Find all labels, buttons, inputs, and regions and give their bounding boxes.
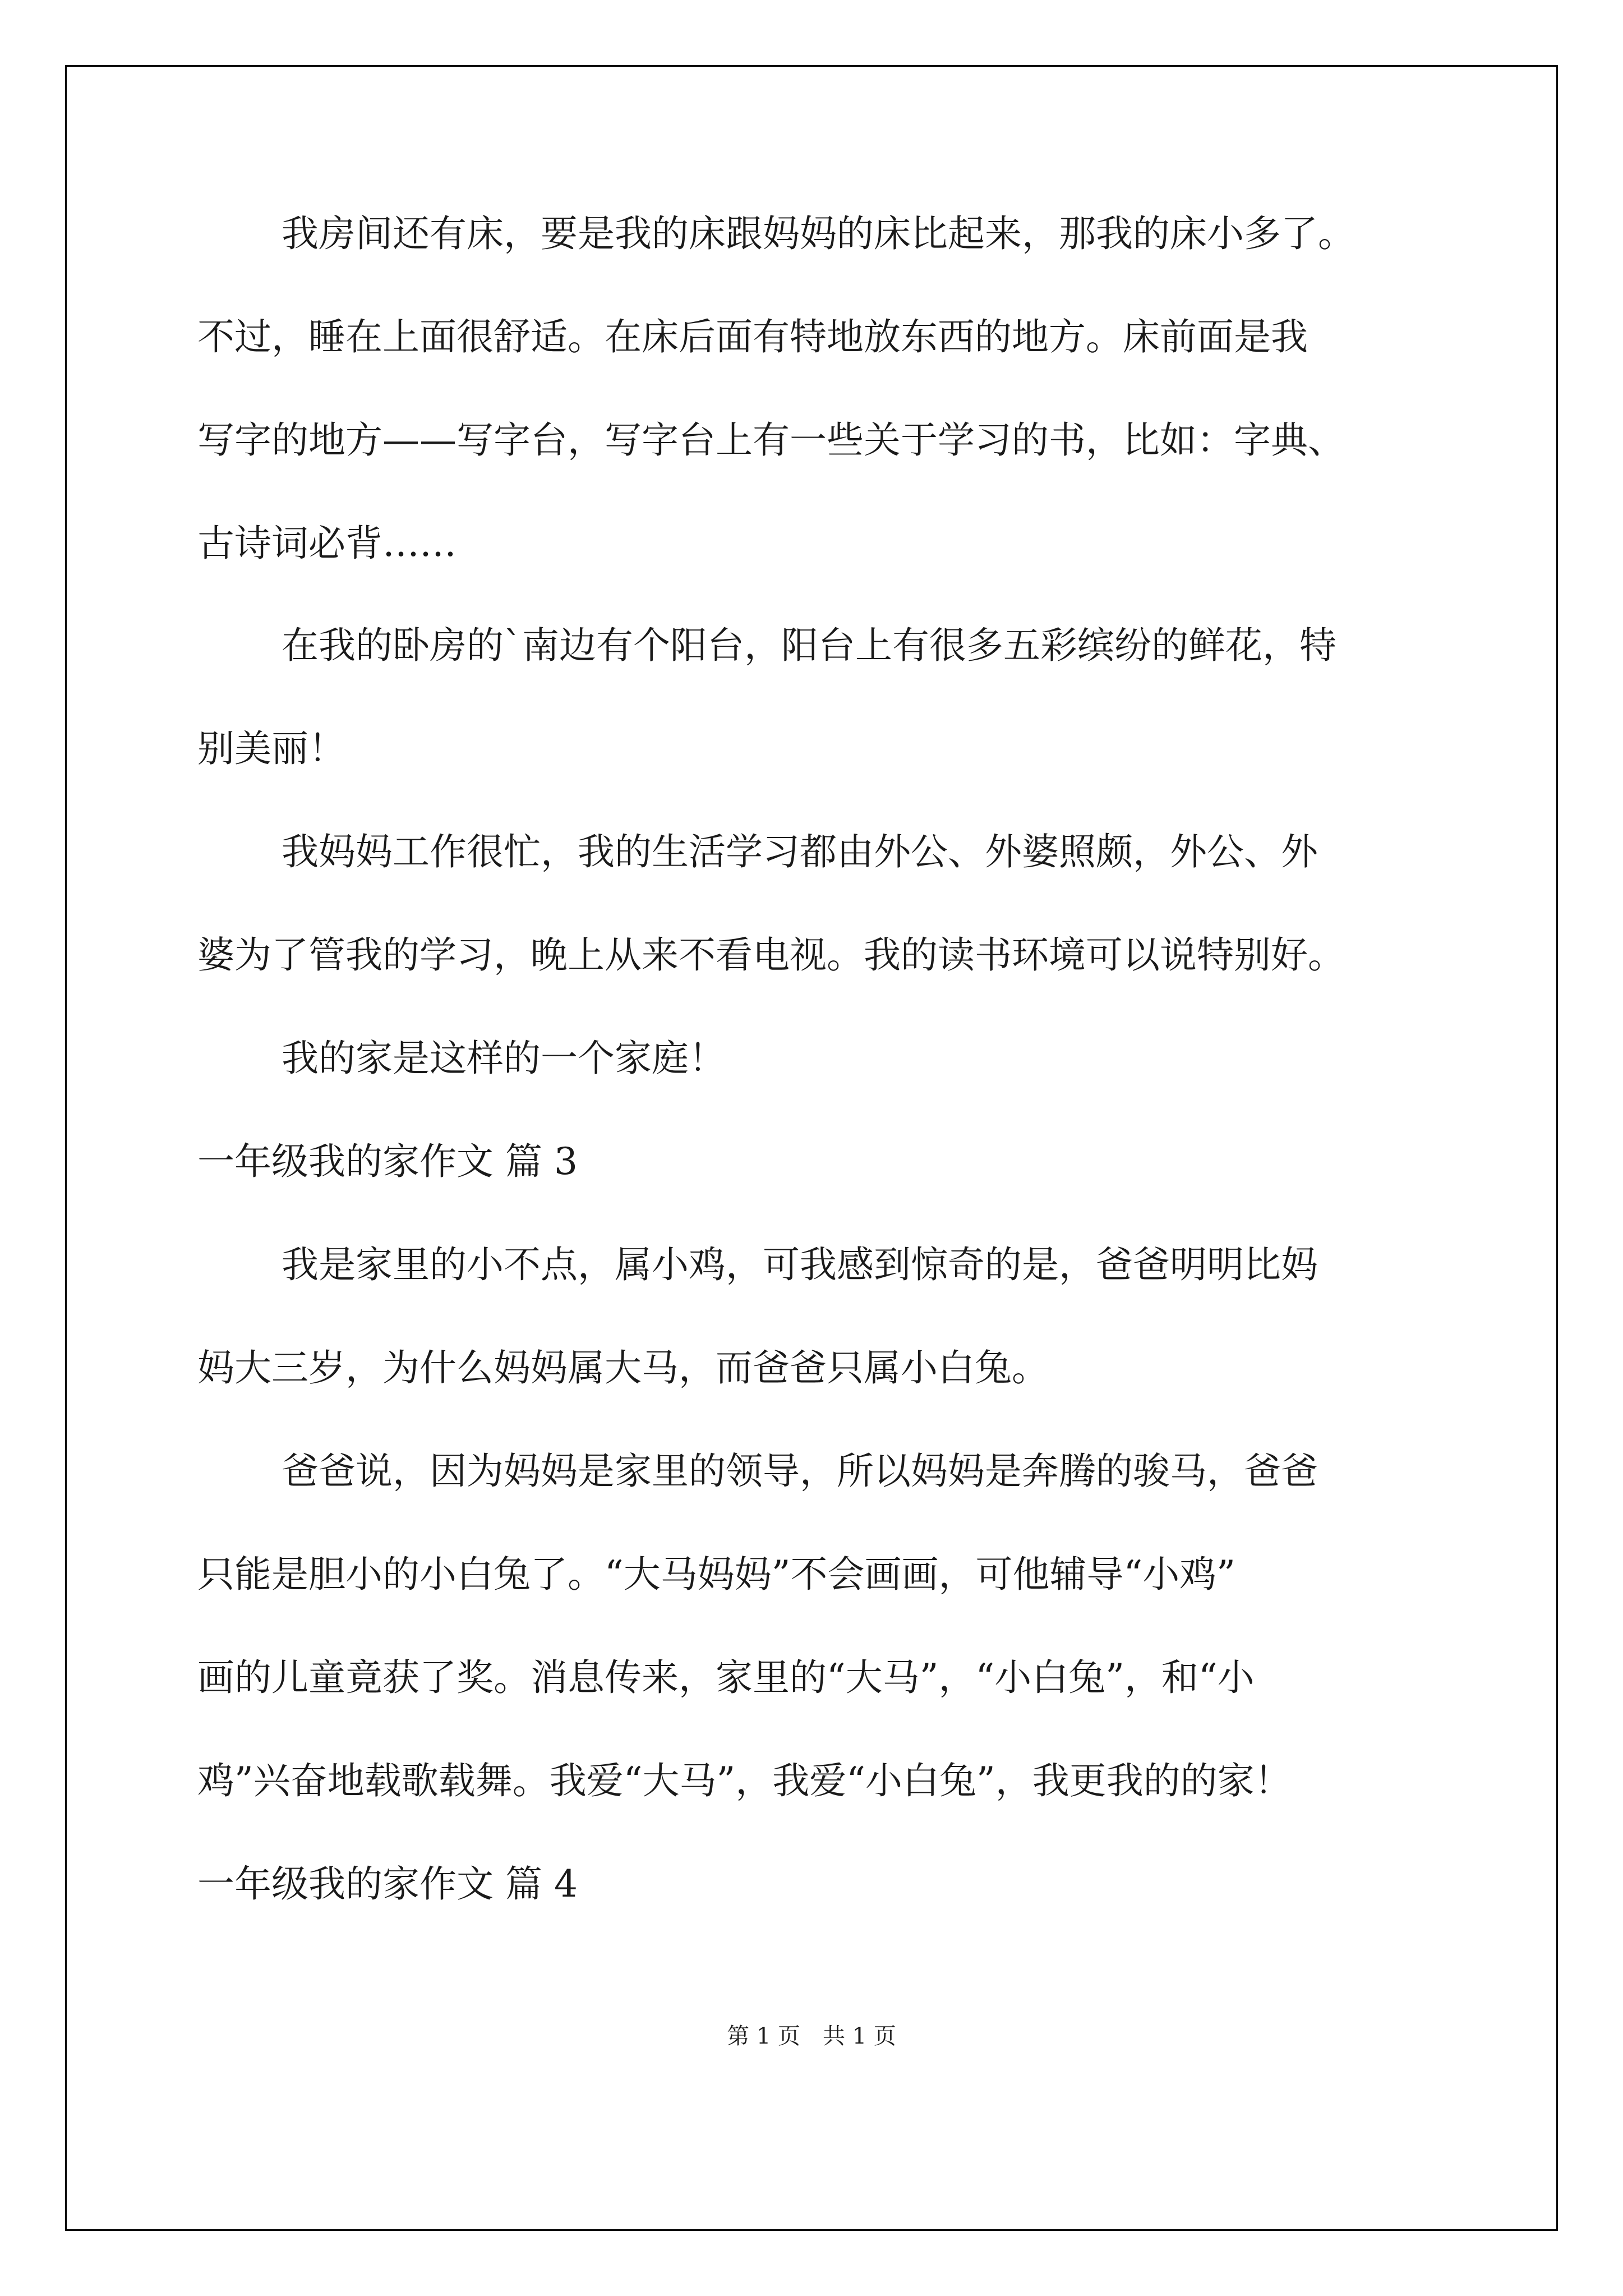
page-number-total: 共 1 页 (823, 2023, 896, 2049)
page-footer (0, 2019, 1623, 2053)
paragraph-line: 写字的地方——写字台，写字台上有一些关于学习的书，比如：字典、 (197, 418, 1345, 462)
paragraph-line: 画的儿童竟获了奖。消息传来，家里的“大马”，“小白兔”，和“小 (197, 1656, 1255, 1699)
paragraph-line: 只能是胆小的小白兔了。“大马妈妈”不会画画，可他辅导“小鸡” (197, 1553, 1235, 1596)
paragraph-line: 妈大三岁，为什么妈妈属大马，而爸爸只属小白兔。 (197, 1346, 1049, 1389)
paragraph-line: 古诗词必背…… (197, 522, 457, 565)
paragraph-line: 我的家是这样的一个家庭！ (282, 1037, 726, 1080)
page-number-current: 第 1 页 (727, 2023, 800, 2049)
section-heading: 一年级我的家作文 篇 3 (197, 1140, 578, 1183)
paragraph-line: 不过，睡在上面很舒适。在床后面有特地放东西的地方。床前面是我 (197, 315, 1308, 358)
paragraph-line: 爸爸说，因为妈妈是家里的领导，所以妈妈是奔腾的骏马，爸爸 (282, 1450, 1318, 1493)
paragraph-line: 在我的卧房的`南边有个阳台，阳台上有很多五彩缤纷的鲜花，特 (282, 624, 1336, 667)
paragraph-line: 我房间还有床，要是我的床跟妈妈的床比起来，那我的床小多了。 (282, 212, 1355, 255)
paragraph-line: 我妈妈工作很忙，我的生活学习都由外公、外婆照颇，外公、外 (282, 830, 1318, 873)
paragraph-line: 鸡”兴奋地载歌载舞。我爱“大马”，我爱“小白兔”，我更我的的家！ (197, 1759, 1292, 1802)
section-heading: 一年级我的家作文 篇 4 (197, 1862, 578, 1906)
paragraph-line: 别美丽！ (197, 727, 345, 770)
paragraph-line: 我是家里的小不点，属小鸡，可我感到惊奇的是，爸爸明明比妈 (282, 1243, 1318, 1286)
paragraph-line: 婆为了管我的学习，晚上从来不看电视。我的读书环境可以说特别好。 (197, 933, 1345, 977)
